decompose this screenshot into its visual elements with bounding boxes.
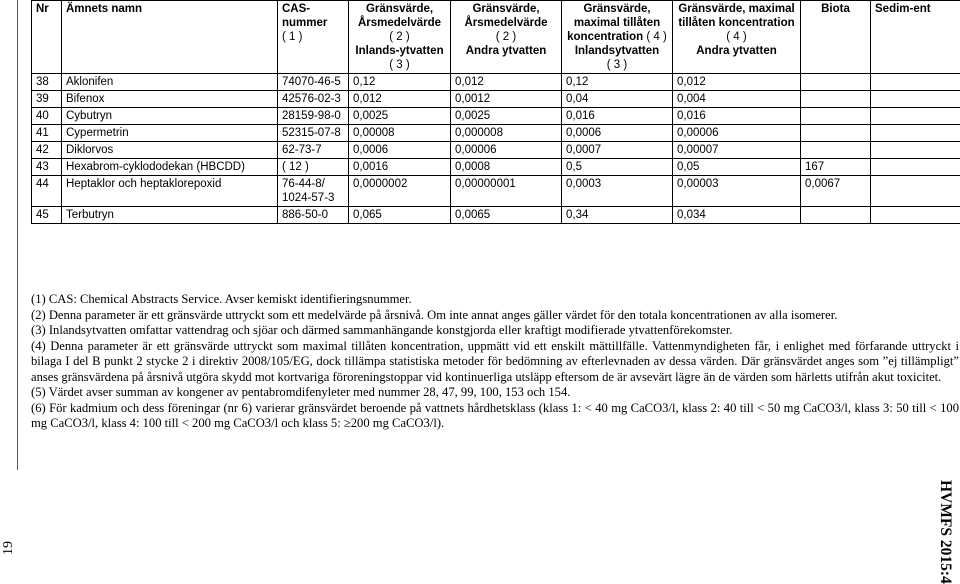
cell-mac-in: 0,04 [562,91,673,108]
header-name: Ämnets namn [62,1,278,74]
table-row [32,125,960,142]
cell-cas: 62-73-7 [278,142,349,159]
footnote: (5) Värdet avser summan av kongener av pentabromdifenyleter med nummer 28, 47, 99, 100, 153 och 154. [31,385,959,401]
cell-mac-in: 0,12 [562,74,673,91]
cell-mac-in: 0,0006 [562,125,673,142]
substance-table [31,0,960,224]
cell-nr: 45 [32,207,62,224]
table-row [32,91,960,108]
table-header-row [32,1,960,74]
cell-cas: 42576-02-3 [278,91,349,108]
cell-aa-out: 0,00000001 [451,176,562,207]
cell-mac-out: 0,00003 [673,176,801,207]
header-mac-inland: Gränsvärde, maximal tillåten koncentration ( 4 ) Inlandsytvatten ( 3 ) [562,1,673,74]
cell-mac-in: 0,0003 [562,176,673,207]
cell-nr: 44 [32,176,62,207]
page-edge-line [17,0,18,470]
cell-aa-out: 0,0012 [451,91,562,108]
cell-name: Bifenox [62,91,278,108]
cell-aa-in: 0,0016 [349,159,451,176]
header-biota: Biota [801,1,871,74]
cell-cas: 74070-46-5 [278,74,349,91]
cell-biota: 167 [801,159,871,176]
header-cas: CAS-nummer ( 1 ) [278,1,349,74]
cell-mac-out: 0,004 [673,91,801,108]
cell-aa-in: 0,0006 [349,142,451,159]
cell-nr: 39 [32,91,62,108]
cell-mac-out: 0,00007 [673,142,801,159]
cell-cas: 886-50-0 [278,207,349,224]
cell-mac-out: 0,016 [673,108,801,125]
cell-nr: 42 [32,142,62,159]
cell-name: Diklorvos [62,142,278,159]
cell-sed [871,159,960,176]
cell-aa-out: 0,012 [451,74,562,91]
cell-aa-out: 0,0065 [451,207,562,224]
cell-mac-in: 0,34 [562,207,673,224]
cell-mac-in: 0,0007 [562,142,673,159]
cell-biota [801,108,871,125]
cell-name: Cybutryn [62,108,278,125]
cell-mac-out: 0,05 [673,159,801,176]
cell-nr: 40 [32,108,62,125]
cell-sed [871,142,960,159]
cell-biota: 0,0067 [801,176,871,207]
cell-nr: 43 [32,159,62,176]
footnote: (2) Denna parameter är ett gränsvärde uttryckt som ett medelvärde på årsnivå. Om inte annat anges gäller värdet för den totala koncentrationen av alla isomerer. [31,308,959,324]
cell-name: Aklonifen [62,74,278,91]
cell-cas: ( 12 ) [278,159,349,176]
cell-cas: 76-44-8/ 1024-57-3 [278,176,349,207]
header-sediment: Sedim-ent [871,1,960,74]
cell-aa-in: 0,0000002 [349,176,451,207]
cell-aa-in: 0,00008 [349,125,451,142]
cell-sed [871,108,960,125]
table-row [32,207,960,224]
cell-aa-in: 0,065 [349,207,451,224]
cell-aa-out: 0,000008 [451,125,562,142]
table-row [32,74,960,91]
cell-cas: 52315-07-8 [278,125,349,142]
header-nr: Nr [32,1,62,74]
cell-sed [871,74,960,91]
table-row [32,176,960,207]
cell-sed [871,176,960,207]
cell-mac-in: 0,016 [562,108,673,125]
cell-aa-out: 0,00006 [451,142,562,159]
page-number: 19 [2,532,16,562]
cell-mac-out: 0,034 [673,207,801,224]
table-row [32,159,960,176]
cell-aa-out: 0,0025 [451,108,562,125]
cell-aa-in: 0,12 [349,74,451,91]
cell-sed [871,125,960,142]
cell-name: Hexabrom-cyklododekan (HBCDD) [62,159,278,176]
cell-biota [801,74,871,91]
cell-aa-in: 0,0025 [349,108,451,125]
footnote: (1) CAS: Chemical Abstracts Service. Avser kemiskt identifieringsnummer. [31,292,959,308]
cell-biota [801,207,871,224]
header-aa-inland: Gränsvärde, Årsmedelvärde ( 2 ) Inlands-ytvatten ( 3 ) [349,1,451,74]
cell-nr: 38 [32,74,62,91]
cell-biota [801,91,871,108]
cell-sed [871,91,960,108]
cell-biota [801,142,871,159]
table-row [32,142,960,159]
cell-aa-out: 0,0008 [451,159,562,176]
cell-name: Heptaklor och heptaklorepoxid [62,176,278,207]
footnote: (4) Denna parameter är ett gränsvärde uttryckt som maximal tillåten koncentration, uppmätt vid ett enskilt mättillfälle. Vattenmyndigheten får, i enlighet med förfarande uttryckt i bilaga I del B punkt 2 stycke 2 i direktiv 2008/105/EG, dock tillämpa statistiska metoder för bedömning av efterlevnaden av dessa värden. Där gränsvärdet anges som ”ej tillämpligt” anses gränsvärdena på årsnivå utgöra skydd mot kortvariga föroreningstoppar vid kontinuerliga utsläpp eftersom de är avsevärt lägre än de värden som härletts utifrån akut toxicitet. [31,339,959,386]
cell-cas: 28159-98-0 [278,108,349,125]
cell-aa-in: 0,012 [349,91,451,108]
cell-nr: 41 [32,125,62,142]
cell-name: Cypermetrin [62,125,278,142]
footnotes [31,292,959,432]
table-row [32,108,960,125]
footnote: (3) Inlandsytvatten omfattar vattendrag och sjöar och därmed sammanhängande konstgjorda eller kraftigt modifierade ytvattenförekomster. [31,323,959,339]
cell-mac-out: 0,012 [673,74,801,91]
cell-biota [801,125,871,142]
cell-name: Terbutryn [62,207,278,224]
header-mac-other: Gränsvärde, maximal tillåten koncentration ( 4 ) Andra ytvatten [673,1,801,74]
cell-mac-in: 0,5 [562,159,673,176]
running-header: HVMFS 2015:4 [930,482,960,574]
header-aa-other: Gränsvärde, Årsmedelvärde ( 2 ) Andra ytvatten [451,1,562,74]
cell-mac-out: 0,00006 [673,125,801,142]
cell-sed [871,207,960,224]
footnote: (6) För kadmium och dess föreningar (nr 6) varierar gränsvärdet beroende på vattnets hårdhetsklass (klass 1: < 40 mg CaCO3/l, klass 2: 40 till < 50 mg CaCO3/l, klass 3: 50 till < 100 mg CaCO3/l, klass 4: 100 till < 200 mg CaCO3/l och klass 5: ≥200 mg CaCO3/l). [31,401,959,432]
